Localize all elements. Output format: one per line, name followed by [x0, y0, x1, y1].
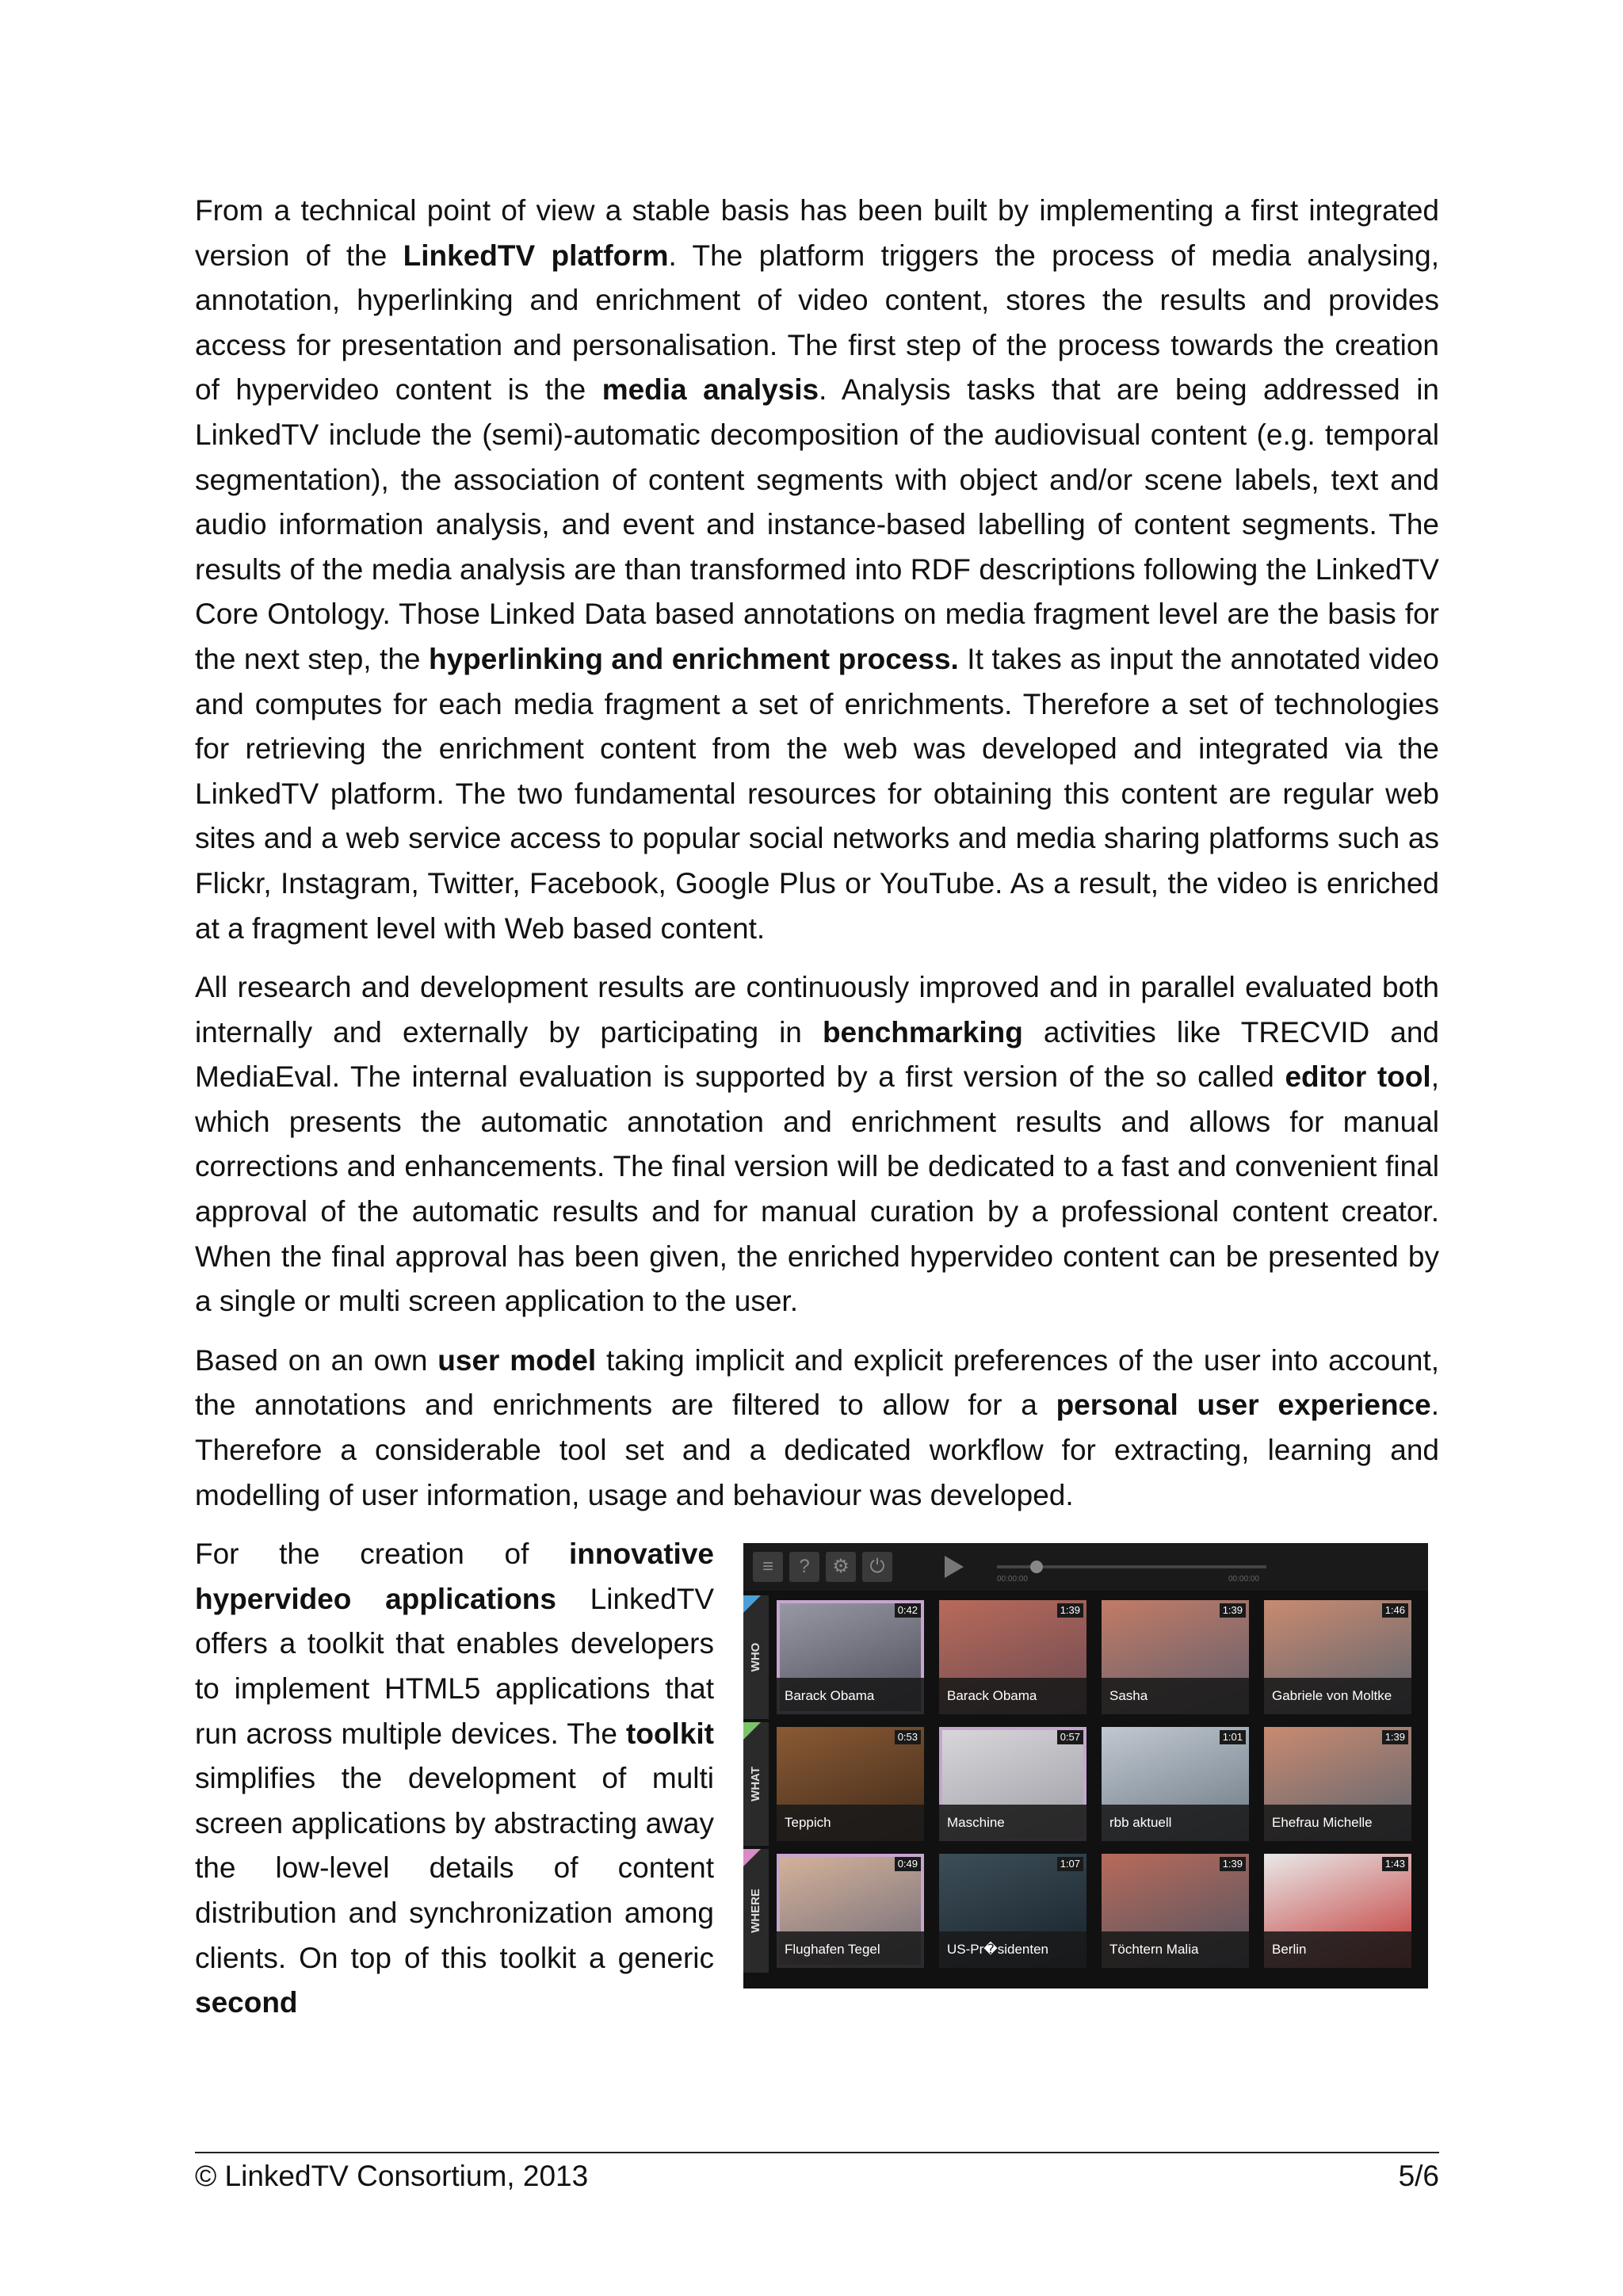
row-label — [743, 1849, 769, 1973]
video-tile[interactable] — [1264, 1854, 1411, 1968]
duration-badge: 1:39 — [1220, 1603, 1246, 1618]
power-icon: ⏻ — [862, 1552, 892, 1582]
paragraph-evaluation: All research and development results are continuously improved and in parallel evaluated both internally and externally by participating in benchmarking activities like TRECVID and MediaEval. The internal evaluation is supported by a first version of the so called editor tool, which presents the automatic annotation and enrichment results and allows for manual corrections and enhancements. The final version will be dedicated to a fast and convenient final approval of the automatic results and for manual curation by a professional content creator. When the final approval has been given, the enriched hypervideo content can be presented by a single or multi screen application to the user. — [195, 971, 1439, 1318]
help-icon: ? — [789, 1552, 819, 1582]
tile-caption: Töchtern Malia — [1102, 1931, 1249, 1968]
duration-badge: 1:01 — [1220, 1730, 1246, 1744]
duration-badge: 1:07 — [1057, 1857, 1083, 1871]
tile-caption: US-Pr�sidenten — [939, 1931, 1086, 1968]
tile-caption: Ehefrau Michelle — [1264, 1805, 1411, 1841]
bold-term: editor tool — [1285, 1060, 1431, 1094]
duration-badge: 0:42 — [895, 1603, 921, 1618]
bold-term: innovative hypervideo applications — [195, 1538, 714, 1615]
duration-badge: 0:49 — [895, 1857, 921, 1871]
row-label — [743, 1722, 769, 1846]
tile-row-who — [743, 1595, 1428, 1719]
bold-term: second — [195, 1986, 298, 2019]
menu-icon: ≡ — [753, 1552, 783, 1582]
video-tile[interactable] — [1102, 1600, 1249, 1714]
bold-term: toolkit — [626, 1717, 714, 1750]
video-tile[interactable] — [939, 1727, 1086, 1841]
page-number: 5/6 — [1398, 2160, 1439, 2192]
tile-caption: Teppich — [777, 1805, 924, 1841]
row-label — [743, 1595, 769, 1719]
time-end: 00:00:00 — [1228, 1575, 1259, 1584]
tile-caption: rbb aktuell — [1102, 1805, 1249, 1841]
video-tile[interactable] — [939, 1854, 1086, 1968]
editor-tool-screenshot — [743, 1543, 1428, 1988]
play-icon — [945, 1556, 964, 1578]
video-tile[interactable] — [777, 1600, 924, 1714]
duration-badge: 1:39 — [1057, 1603, 1083, 1618]
video-tile[interactable] — [777, 1854, 924, 1968]
row-label-text: WHERE — [749, 1889, 762, 1934]
player-toolbar — [743, 1543, 1428, 1591]
video-tile[interactable] — [1102, 1854, 1249, 1968]
row-accent-corner — [743, 1595, 761, 1613]
time-start: 00:00:00 — [997, 1575, 1028, 1584]
row-accent-corner — [743, 1722, 761, 1740]
bold-term: media analysis — [601, 373, 819, 407]
duration-badge: 0:53 — [895, 1730, 921, 1744]
tile-caption: Barack Obama — [777, 1678, 924, 1714]
row-label-text: WHAT — [749, 1767, 762, 1802]
paragraph-platform: From a technical point of view a stable basis has been built by implementing a first integrated version of the LinkedTV platform. The platform triggers the process of media analysing, annotation, hyperlinking and enrichment of video content, stores the results and provides access for presentation and personalisation. The first step of the process towards the creation of hypervideo content is the media analysis. Analysis tasks that are being addressed in LinkedTV include the (semi)-automatic decomposition of the audiovisual content (e.g. temporal segmentation), the association of content segments with object and/or scene labels, text and audio information analysis, and event and instance-based labelling of content segments. The results of the media analysis are than transformed into RDF descriptions following the LinkedTV Core Ontology. Those Linked Data based annotations on media fragment level are the basis for the next step, the hyperlinking and enrichment process. It takes as input the annotated video and computes for each media fragment a set of enrichments. Therefore a set of technologies for retrieving the enrichment content from the web was developed and integrated via the LinkedTV platform. The two fundamental resources for obtaining this content are regular web sites and a web service access to popular social networks and media sharing platforms such as Flickr, Instagram, Twitter, Facebook, Google Plus or YouTube. As a result, the video is enriched at a fragment level with Web based content. — [195, 194, 1440, 945]
bold-term: hyperlinking and enrichment process. — [428, 642, 959, 675]
tile-caption: Gabriele von Moltke — [1264, 1678, 1411, 1714]
tile-caption: Flughafen Tegel — [777, 1931, 924, 1968]
video-tile[interactable] — [777, 1727, 924, 1841]
tile-caption: Berlin — [1264, 1931, 1411, 1968]
duration-badge: 1:43 — [1382, 1857, 1408, 1871]
bold-term: LinkedTV platform — [403, 239, 669, 272]
tile-row-where — [743, 1849, 1428, 1973]
bold-term: benchmarking — [822, 1015, 1023, 1049]
duration-badge: 0:57 — [1057, 1730, 1083, 1744]
bold-term: personal user experience — [1056, 1389, 1431, 1422]
timeline-handle — [1030, 1561, 1043, 1573]
video-tile[interactable] — [1264, 1600, 1411, 1714]
bold-term: user model — [437, 1343, 597, 1377]
section-with-figure — [195, 1532, 1439, 2019]
video-tile[interactable] — [939, 1600, 1086, 1714]
video-tile[interactable] — [1264, 1727, 1411, 1841]
video-tile[interactable] — [1102, 1727, 1249, 1841]
paragraph-user-model: Based on an own user model taking implicit and explicit preferences of the user into account, the annotations and enrichments are filtered to allow for a personal user experience. Therefore a considerable tool set and a dedicated workflow for extracting, learning and modelling of user information, usage and behaviour was developed. — [195, 1343, 1439, 1511]
duration-badge: 1:39 — [1382, 1730, 1408, 1744]
tile-row-what — [743, 1722, 1428, 1846]
tile-caption: Maschine — [939, 1805, 1086, 1841]
page-footer — [195, 2152, 1439, 2196]
paragraph-applications: For the creation of innovative hypervideo applications LinkedTV offers a toolkit that enables developers to implement HTML5 applications that run across multiple devices. The toolkit simplifies the development of multi screen applications by abstracting away the low-level details of content distribution and synchronization among clients. On top of this toolkit a generic second — [195, 1538, 714, 2019]
copyright-text: © LinkedTV Consortium, 2013 — [195, 2160, 589, 2192]
tile-caption: Sasha — [1102, 1678, 1249, 1714]
document-body — [195, 189, 1440, 2019]
tile-caption: Barack Obama — [939, 1678, 1086, 1714]
duration-badge: 1:46 — [1382, 1603, 1408, 1618]
duration-badge: 1:39 — [1220, 1857, 1246, 1871]
row-accent-corner — [743, 1849, 761, 1866]
row-label-text: WHO — [749, 1642, 762, 1672]
gear-icon: ⚙ — [826, 1552, 856, 1582]
